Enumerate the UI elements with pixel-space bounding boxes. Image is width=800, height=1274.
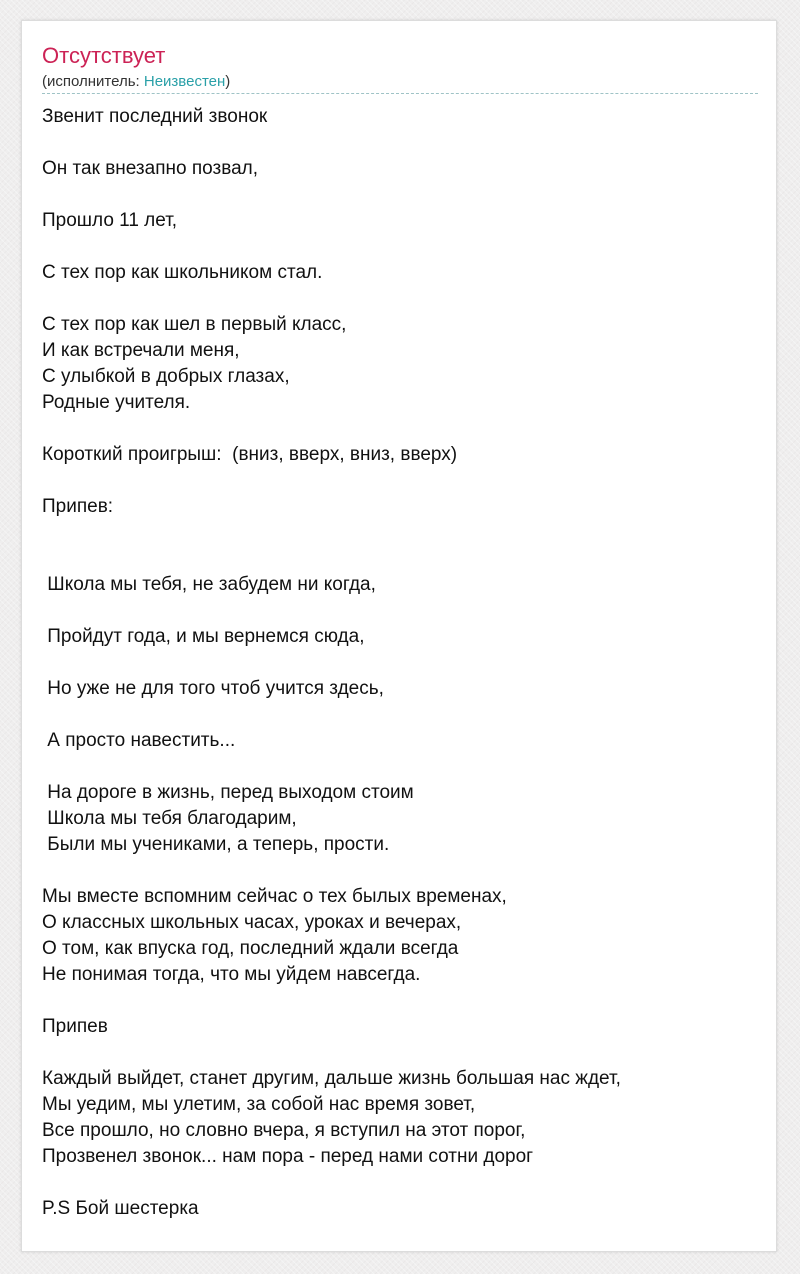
lyric-blank-line <box>42 468 758 494</box>
lyric-line: Все прошло, но словно вчера, я вступил на этот порог, <box>42 1120 526 1141</box>
lyric-line: Он так внезапно позвал, <box>42 158 259 179</box>
lyric-line: Прозвенел звонок... нам пора - перед нами сотни дорог <box>42 1146 534 1167</box>
lyric-blank-line <box>42 234 758 260</box>
lyric-blank-line <box>42 130 758 156</box>
lyric-blank-line <box>42 1040 758 1066</box>
lyric-line: Припев: <box>42 496 114 517</box>
lyric-blank-line <box>42 754 758 780</box>
lyric-blank-line <box>42 702 758 728</box>
lyric-line: Короткий проигрыш: (вниз, вверх, вниз, вверх) <box>42 444 458 465</box>
lyric-line: Родные учителя. <box>42 392 191 413</box>
lyric-line: С тех пор как школьником стал. <box>42 262 323 283</box>
lyric-blank-line <box>42 598 758 624</box>
artist-link[interactable]: Неизвестен <box>143 73 226 90</box>
lyric-line: С тех пор как шел в первый класс, <box>42 314 347 335</box>
lyric-line: О том, как впуска год, последний ждали всегда <box>42 938 459 959</box>
lyric-blank-line <box>42 286 758 312</box>
lyric-blank-line <box>42 416 758 442</box>
song-title: Отсутствует <box>42 43 166 68</box>
artist-prefix: (исполнитель: <box>42 73 144 90</box>
lyric-line: Каждый выйдет, станет другим, дальше жизнь большая нас ждет, <box>42 1068 621 1089</box>
lyric-blank-line <box>42 520 758 546</box>
title-divider <box>42 93 758 94</box>
lyrics-body <box>42 104 758 1222</box>
lyric-line: Мы уедим, мы улетим, за собой нас время зовет, <box>42 1094 476 1115</box>
lyric-line: О классных школьных часах, уроках и вечерах, <box>42 912 462 933</box>
lyrics-card <box>21 20 777 1252</box>
lyric-line: Школа мы тебя благодарим, <box>42 808 297 829</box>
lyric-line: Школа мы тебя, не забудем ни когда, <box>42 574 376 595</box>
lyric-line: Не понимая тогда, что мы уйдем навсегда. <box>42 964 421 985</box>
lyric-blank-line <box>42 1170 758 1196</box>
lyric-line: С улыбкой в добрых глазах, <box>42 366 290 387</box>
lyric-line: А просто навестить... <box>42 730 236 751</box>
lyric-line: Звенит последний звонок <box>42 106 268 127</box>
lyric-line: На дороге в жизнь, перед выходом стоим <box>42 782 414 803</box>
lyric-line: И как встречали меня, <box>42 340 240 361</box>
lyric-blank-line <box>42 650 758 676</box>
lyric-blank-line <box>42 858 758 884</box>
lyric-blank-line <box>42 988 758 1014</box>
lyric-blank-line <box>42 546 758 572</box>
artist-line <box>42 73 230 91</box>
lyric-line: Пройдут года, и мы вернемся сюда, <box>42 626 365 647</box>
lyric-line: P.S Бой шестерка <box>42 1198 199 1219</box>
lyric-line: Были мы учениками, а теперь, прости. <box>42 834 390 855</box>
lyric-line: Но уже не для того чтоб учится здесь, <box>42 678 384 699</box>
lyric-line: Припев <box>42 1016 108 1037</box>
lyric-line: Мы вместе вспомним сейчас о тех былых временах, <box>42 886 507 907</box>
lyric-line: Прошло 11 лет, <box>42 210 178 231</box>
lyric-blank-line <box>42 182 758 208</box>
artist-suffix: ) <box>225 73 231 90</box>
